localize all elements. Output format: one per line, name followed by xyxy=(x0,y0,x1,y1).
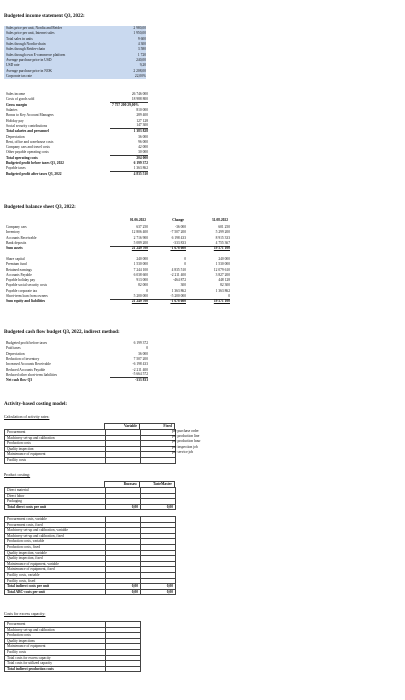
indirect-cost-label: Procurement costs, variable xyxy=(5,517,106,523)
cashflow-row-value: -6 198 433 xyxy=(132,362,148,367)
cashflow-row-value: 0 xyxy=(146,346,148,351)
income-line-value: 4 835 510 xyxy=(133,171,148,176)
balance-cell-b: -36 000 xyxy=(174,225,186,230)
balance-cell-b: -2 211 400 xyxy=(170,272,186,277)
indirect-cost-tastemaster: 0,00 xyxy=(141,589,176,595)
balance-cell-c: 19 571 100 xyxy=(213,246,230,251)
balance-cell-a: 913 000 xyxy=(136,278,148,283)
balance-cell-a: 21 249 700 xyxy=(131,246,148,251)
abc-calc-table xyxy=(4,429,176,464)
income-statement-table xyxy=(4,92,172,177)
balance-cell-b: 6 198 433 xyxy=(171,235,186,240)
income-line-value: 127 128 xyxy=(136,118,148,123)
balance-cell-c: 240 000 xyxy=(218,256,230,261)
excess-row-label: Facility costs xyxy=(5,649,106,655)
balance-column-headers xyxy=(108,218,228,222)
indirect-cost-label: Total ABC-costs per unit xyxy=(5,589,106,595)
product-header-tastemaster: TasteMaster xyxy=(140,482,175,488)
indirect-cost-label: Facility costs, fixed xyxy=(5,578,106,584)
balance-cell-b: -333 833 xyxy=(148,241,186,247)
calc-row-label: Machinery set-up and calibration xyxy=(5,435,106,441)
balance-row xyxy=(4,246,230,251)
indirect-cost-label: Procurement costs, fixed xyxy=(5,522,106,528)
cashflow-row-label: Reduction of inventory xyxy=(6,357,40,362)
balance-row-label: Accounts Receivable xyxy=(6,235,37,240)
input-value[interactable]: 3 580 xyxy=(137,47,146,52)
income-line-value: 18 988 800 xyxy=(110,97,148,103)
balance-cell-a: 240 000 xyxy=(136,256,148,261)
abc-title: Activity-based costing model: xyxy=(4,402,68,407)
input-value[interactable]: 2 980,00 xyxy=(133,26,146,31)
balance-cell-c: 8 915 333 xyxy=(215,235,230,240)
calc-row-note: per production hour xyxy=(172,439,201,444)
cashflow-row-value: -333 833 xyxy=(135,378,148,383)
balance-row-label: Payable holiday pay xyxy=(6,278,36,283)
balance-row xyxy=(4,299,230,304)
balance-cell-b: -5 200 000 xyxy=(148,294,186,300)
balance-cell-c: 1 530 000 xyxy=(215,262,230,267)
balance-cell-c: 19 571 100 xyxy=(213,299,230,304)
income-line-value: 42 000 xyxy=(138,145,148,150)
income-line-label: Payable taxes xyxy=(6,166,26,171)
income-line-label: Company cars and travel costs xyxy=(6,145,50,150)
balance-cell-a: 5 089 200 xyxy=(110,241,148,247)
excess-row-value[interactable] xyxy=(106,666,141,672)
balance-cell-c: 82 300 xyxy=(220,283,230,288)
income-line-value: 36 000 xyxy=(138,134,148,139)
calc-row-label: Procurement xyxy=(5,430,106,436)
income-line-label: Sales income xyxy=(6,92,26,97)
balance-cell-c: 3 827 200 xyxy=(215,272,230,277)
input-label: Corporate tax rate xyxy=(6,73,32,78)
indirect-cost-label: Maintenance of equipment, variable xyxy=(5,561,106,567)
balance-cell-a: 5 200 000 xyxy=(110,294,148,300)
balance-cell-b: 4 835 510 xyxy=(171,267,186,272)
excess-row-label: Machinery set-up and calibration xyxy=(5,627,106,633)
cashflow-title: Budgeted cash flow budget Q3, 2022, indirect method: xyxy=(4,330,120,335)
calc-row-note: per service job xyxy=(172,449,194,454)
indirect-cost-label: Total indirect costs per unit xyxy=(5,584,106,590)
balance-cell-b: 300 xyxy=(180,283,186,288)
excess-row-label: Production costs xyxy=(5,633,106,639)
balance-cell-a: 1 530 000 xyxy=(133,262,148,267)
balance-cell-b: -1 678 600 xyxy=(170,246,186,251)
income-line-value: 810 000 xyxy=(136,108,148,113)
cashflow-table xyxy=(4,341,148,383)
balance-cell-b: 0 xyxy=(184,262,186,267)
indirect-cost-label: Production costs, fixed xyxy=(5,544,106,550)
balance-cell-a: 0 xyxy=(146,288,148,293)
input-label: Sales through own E-commerce platform xyxy=(6,52,66,57)
calc-fixed-cell[interactable] xyxy=(141,457,176,463)
cashflow-row-value: -2 211 400 xyxy=(132,367,148,372)
cashflow-row-label: Paid taxes xyxy=(6,346,21,351)
income-line xyxy=(4,171,172,176)
balance-cell-a: 2 716 900 xyxy=(133,235,148,240)
balance-cell-a: 6 038 600 xyxy=(133,272,148,277)
calc-row-note: per production line xyxy=(172,434,200,439)
balance-row-label: Share capital xyxy=(6,256,25,261)
direct-cost-label: Direct material xyxy=(5,488,106,494)
input-value[interactable]: 22,00% xyxy=(134,73,146,78)
input-value[interactable]: 240,00 xyxy=(136,57,146,62)
income-line-label: Social security contributions xyxy=(6,123,48,128)
balance-header-opening: 01.06.2022 xyxy=(129,218,146,222)
cashflow-row-value: 36 000 xyxy=(138,351,148,356)
indirect-cost-label: Maintenance of equipment, fixed xyxy=(5,567,106,573)
balance-row-label: Payable corporate tax xyxy=(6,288,38,293)
balance-cell-b: 0 xyxy=(184,256,186,261)
product-indirect-costs-table xyxy=(4,516,176,595)
input-value[interactable]: 1 950,00 xyxy=(133,31,146,36)
income-line-label: Total salaries and personnel xyxy=(6,129,49,134)
input-label: Sales through Nordia-chain xyxy=(6,42,46,47)
income-line-value: 1 363 862 xyxy=(110,166,148,172)
input-value[interactable]: 9,20 xyxy=(139,63,146,68)
indirect-cost-buzzsaw: 0,00 xyxy=(106,584,141,590)
income-line-value: 7 757 200 29,00% xyxy=(112,102,139,107)
excess-row-label: Total costs for excess capacity xyxy=(5,655,106,661)
indirect-cost-tastemaster: 0,00 xyxy=(141,584,176,590)
input-label: Sales price per unit, Nordia and Reider xyxy=(6,26,62,31)
cashflow-row-label: Reduced other short-term liabilities xyxy=(6,372,57,377)
indirect-cost-label: Facility costs, variable xyxy=(5,572,106,578)
direct-cost-row xyxy=(5,504,176,510)
cashflow-row-label: Budgeted profit before taxes xyxy=(6,341,48,346)
income-line-value: 1 383 828 xyxy=(133,129,148,134)
product-costing-subtitle: Product costing: xyxy=(4,472,31,477)
balance-cell-a: 12 806 400 xyxy=(131,230,148,235)
calc-row-label: Facility costs xyxy=(5,457,106,463)
cashflow-row xyxy=(4,378,148,383)
balance-cell-b: 1 363 862 xyxy=(171,288,186,293)
balance-cell-c: 4 755 367 xyxy=(186,241,230,247)
balance-row-label: Company cars xyxy=(6,225,27,230)
balance-row-label: Inventory xyxy=(6,230,20,235)
cashflow-row-label: Net cash flow Q3 xyxy=(6,378,33,383)
excess-row-label: Quality inspections xyxy=(5,638,106,644)
balance-sheet-title: Budgeted balance sheet Q3, 2022: xyxy=(4,205,76,210)
income-line-value: 26 746 000 xyxy=(131,92,148,97)
indirect-cost-buzzsaw: 0,00 xyxy=(106,589,141,595)
indirect-cost-row xyxy=(5,589,176,595)
balance-row-label: Bank deposits xyxy=(6,241,27,246)
balance-header-change: Change xyxy=(172,218,184,222)
cashflow-row-value: -5 664 572 xyxy=(110,372,148,378)
income-line-label: Other payable operating costs xyxy=(6,150,49,155)
balance-row-label: Payable social security costs xyxy=(6,283,48,288)
balance-cell-c: 601 250 xyxy=(218,225,230,230)
balance-cell-c: 5 299 200 xyxy=(215,230,230,235)
income-line-label: Total operating costs xyxy=(6,155,38,160)
income-statement-title: Budgeted income statement Q3, 2022: xyxy=(4,14,85,19)
income-line-value: 96 000 xyxy=(138,139,148,144)
direct-cost-label: Total direct costs per unit xyxy=(5,504,106,510)
calc-header-fixed: Fixed xyxy=(140,424,175,430)
balance-row-label: Accounts Payable xyxy=(6,272,32,277)
input-label: Sales through Reider-chain xyxy=(6,47,46,52)
balance-cell-a: 7 244 100 xyxy=(133,267,148,272)
input-value[interactable]: 2 208,00 xyxy=(133,68,146,73)
balance-row-label: Sum assets xyxy=(6,246,23,251)
income-line-value: 30 000 xyxy=(110,150,148,156)
income-line-label: Budgeted profit after taxes Q3, 2022 xyxy=(6,171,62,176)
excess-row-label: Maintenance of equipment xyxy=(5,644,106,650)
excess-row-label: Total indirect production costs xyxy=(5,666,106,672)
balance-row-label: Sum equity and liabilities xyxy=(6,299,46,304)
income-input-table xyxy=(4,26,146,79)
input-value[interactable]: 4 300 xyxy=(137,42,146,47)
indirect-cost-label: Machinery set-up and calibration, variable xyxy=(5,528,106,534)
income-line-label: Gross margin xyxy=(6,102,27,107)
indirect-cost-label: Production costs, variable xyxy=(5,539,106,545)
balance-cell-a: 21 249 700 xyxy=(131,299,148,304)
cashflow-row-label: Depreciation xyxy=(6,351,25,356)
balance-cell-c: 12 079 610 xyxy=(213,267,230,272)
balance-row-label: Retained earnings xyxy=(6,267,32,272)
direct-cost-label: Direct labor xyxy=(5,493,106,499)
balance-cell-b: -464 872 xyxy=(173,278,186,283)
balance-cell-b: -1 678 600 xyxy=(170,299,186,304)
excess-row-label: Procurement xyxy=(5,622,106,628)
income-line-label: Depreciation xyxy=(6,134,25,139)
income-line-label: Salaries xyxy=(6,108,18,113)
calc-row-label: Quality inspection xyxy=(5,446,106,452)
income-line-label: Holiday pay xyxy=(6,118,24,123)
income-line-value: 204 000 xyxy=(136,155,148,160)
product-header-buzzsaw: Buzzsaw xyxy=(105,482,140,488)
calc-row-note: per purchase order xyxy=(172,429,199,433)
indirect-cost-label: Quality inspection, fixed xyxy=(5,556,106,562)
balance-header-closing: 31.08.2022 xyxy=(211,218,228,222)
excess-row xyxy=(5,666,141,672)
indirect-cost-label: Machinery set-up and calibration, fixed xyxy=(5,533,106,539)
income-line-label: Rent, office and warehouse costs xyxy=(6,139,54,144)
balance-cell-b: -7 507 200 xyxy=(170,230,186,235)
input-value[interactable]: 1 720 xyxy=(137,52,146,57)
calc-row-label: Maintenance of equipment xyxy=(5,452,106,458)
input-label: Sales price per unit, Internet sales xyxy=(6,31,55,36)
balance-cell-a: 82 000 xyxy=(138,283,148,288)
direct-cost-tastemaster: 0,00 xyxy=(141,504,176,510)
excess-capacity-subtitle: Costs for excess capacity: xyxy=(4,611,46,616)
product-direct-costs-table xyxy=(4,487,176,510)
calc-row-note xyxy=(172,455,201,460)
cashflow-row-value: 6 199 372 xyxy=(133,341,148,346)
input-label: Average purchase price in NOK xyxy=(6,68,53,73)
cashflow-row-label: Reduced Accounts Payable xyxy=(6,367,46,372)
income-line-label: Budgeted profit before taxes Q3, 2022 xyxy=(6,161,64,165)
balance-row-label: Premium fund xyxy=(6,262,27,267)
balance-cell-c: 448 128 xyxy=(218,278,230,283)
direct-cost-buzzsaw: 0,00 xyxy=(106,504,141,510)
income-line-value: 6 199 372 xyxy=(133,161,148,165)
input-label: USD rate xyxy=(6,63,20,68)
calc-variable-cell[interactable] xyxy=(106,457,141,463)
excess-row-label: Total costs for utilized capacity xyxy=(5,661,106,667)
balance-cell-c: 0 xyxy=(186,294,230,300)
abc-calc-notes xyxy=(172,429,201,460)
balance-cell-c: 1 363 862 xyxy=(215,288,230,293)
direct-cost-label: Packaging xyxy=(5,499,106,505)
calc-header-variable: Variable xyxy=(105,424,140,430)
cashflow-row-label: Increased Accounts Receivable xyxy=(6,362,51,367)
balance-row-label: Short-term loan from owners xyxy=(6,294,48,298)
excess-capacity-table xyxy=(4,621,141,672)
abc-calc-subtitle: Calculation of activity rates: xyxy=(4,414,50,419)
calc-row-note: per inspection job xyxy=(172,444,198,449)
calc-row xyxy=(5,457,176,463)
input-label: Total sales in units xyxy=(6,36,33,41)
balance-cell-a: 637 250 xyxy=(136,225,148,230)
income-line-value: 147 300 xyxy=(110,123,148,129)
calc-row-label: Production costs xyxy=(5,441,106,447)
income-line-label: Costs of goods sold xyxy=(6,97,35,102)
income-input-row xyxy=(4,74,146,79)
income-line-label: Bonus to Key Account Managers xyxy=(6,113,54,118)
cashflow-row-value: 7 507 200 xyxy=(133,357,148,362)
balance-sheet-table xyxy=(4,225,230,304)
income-line-value: 289 400 xyxy=(136,113,148,118)
indirect-cost-label: Quality inspection, variable xyxy=(5,550,106,556)
input-value[interactable]: 9 600 xyxy=(137,36,146,41)
input-label: Average purchase price in USD xyxy=(6,57,52,62)
